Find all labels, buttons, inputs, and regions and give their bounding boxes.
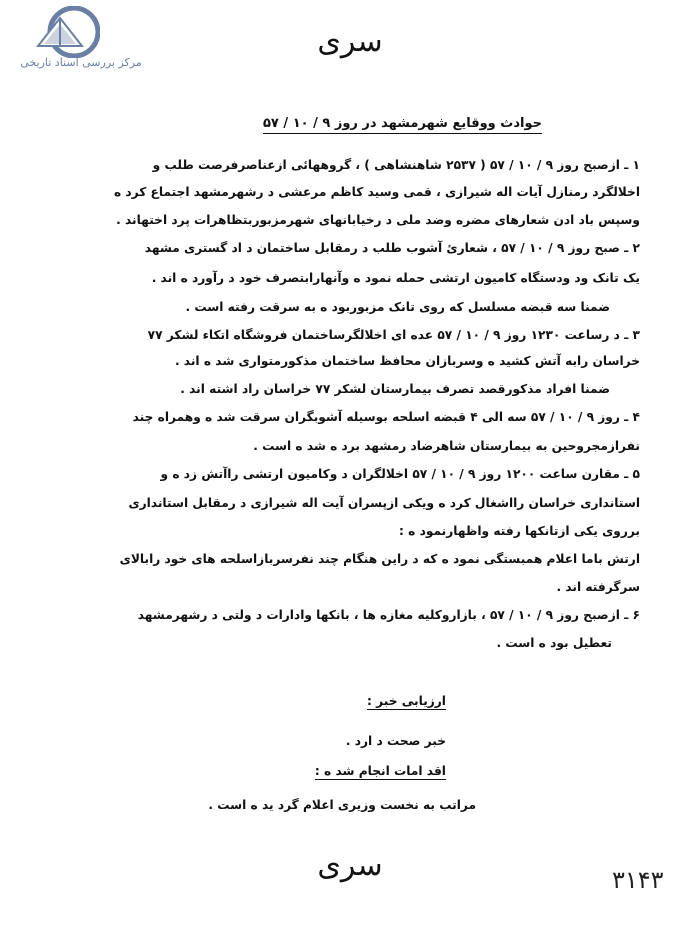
document-title: حوادث ووقایع شهرمشهد در روز ۹ / ۱۰ / ۵۷	[263, 116, 542, 134]
body-line: ضمنا افراد مذکورقصد تصرف بیمارستان لشکر ۷۷ خراسان راد اشته اند .	[180, 382, 610, 396]
classification-bottom: سری	[317, 848, 383, 883]
classification-top: سری	[317, 24, 383, 59]
body-line: ۶ ـ ازصبح روز ۹ / ۱۰ / ۵۷ ، بازاروکلیه مغازه ها ، بانکها وادارات د ولتی د رشهرمشهد	[137, 608, 640, 622]
body-line: ارتش باما اعلام همبستگی نمود ه که د راین هنگام چند نفرسربازاسلحه های خود رابالای	[119, 552, 640, 566]
body-line: تعطیل بود ه است .	[496, 636, 612, 650]
actions-text: مراتب به نخست وزیری اعلام گرد ید ه است .	[208, 798, 476, 812]
body-line: نفرازمجروحین به بیمارستان شاهرضاد رمشهد برد ه شد ه است .	[253, 439, 640, 453]
body-line: استانداری خراسان رااشغال کرد ه ویکی ازپسران آیت اله شیرازی د رمقابل استانداری	[128, 496, 640, 510]
body-line: یک تانک ود ودستگاه کامیون ارتشی حمله نمود ه وآنهارابتصرف خود د رآورد ه اند .	[151, 271, 640, 285]
body-line: ۵ ـ مقارن ساعت ۱۲۰۰ روز ۹ / ۱۰ / ۵۷ اخلالگران د وکامیون ارتشی راآتش زد ه و	[160, 467, 640, 481]
body-line: ۴ ـ روز ۹ / ۱۰ / ۵۷ سه الی ۴ قبضه اسلحه بوسیله آشوبگران سرقت شد ه وهمراه چند	[132, 410, 640, 424]
body-line: اخلالگرد رمنازل آیات اله شیرازی ، قمی وسید کاظم مرعشی د رشهرمشهد اجتماع کرد ه	[113, 185, 640, 199]
assessment-text: خبر صحت د ارد .	[345, 734, 446, 748]
body-line: خراسان رابه آتش کشید ه وسربازان محافظ ساختمان مذکورمتواری شد ه اند .	[174, 354, 640, 368]
body-line: ۲ ـ صبح روز ۹ / ۱۰ / ۵۷ ، شعارئ آشوب طلب د رمقابل ساختمان د اد گستری مشهد	[144, 241, 640, 255]
body-line: ۱ ـ ازصبح روز ۹ / ۱۰ / ۵۷ ( ۲۵۳۷ شاهنشاهی ) ، گروههائی ازعناصرفرصت طلب و	[152, 158, 640, 172]
body-line: ۳ ـ د رساعت ۱۲۳۰ روز ۹ / ۱۰ / ۵۷ عده ای اخلالگرساختمان فروشگاه اتکاء لشکر ۷۷	[147, 328, 640, 342]
page-number: ۳۱۴۳	[612, 866, 664, 894]
body-line: برروی یکی ازتانکها رفته واظهارنمود ه :	[399, 524, 640, 538]
body-line: ضمنا سه قبضه مسلسل که روی تانک مزبوربود ه به سرقت رفته است .	[185, 300, 610, 314]
actions-label: اقد امات انجام شد ه :	[314, 764, 446, 778]
assessment-label: ارزیابی خبر :	[367, 694, 446, 708]
archive-center-name: مرکز بررسی اسناد تاریخی	[20, 56, 142, 69]
body-line: سرگرفته اند .	[556, 580, 640, 594]
body-line: وسپس باد ادن شعارهای مضره وضد ملی د رخیابانهای شهرمزبوربتظاهرات پرد اختهاند .	[116, 213, 640, 227]
